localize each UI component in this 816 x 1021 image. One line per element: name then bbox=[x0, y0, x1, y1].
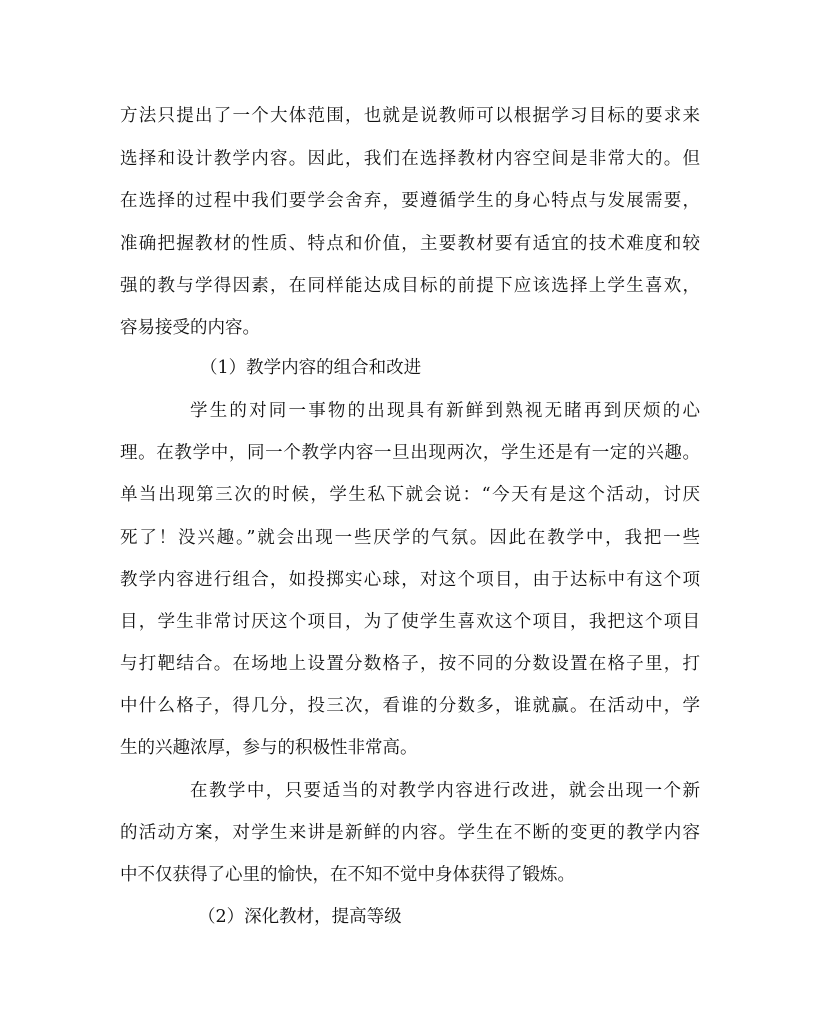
paragraph-3-line-3: 中不仅获得了心里的愉快，在不知不觉中身体获得了锻炼。 bbox=[120, 865, 575, 885]
paragraph-3-line-1: 在教学中，只要适当的对教学内容进行改进，就会出现一个新 bbox=[190, 781, 700, 801]
paragraph-3-line-2: 的活动方案，对学生来讲是新鲜的内容。学生在不断的变更的教学内容 bbox=[120, 823, 700, 843]
section-heading-1: （1）教学内容的组合和改进 bbox=[200, 358, 422, 378]
paragraph-1-line-2: 选择和设计教学内容。因此，我们在选择教材内容空间是非常大的。但 bbox=[120, 149, 700, 169]
paragraph-1-line-3: 在选择的过程中我们要学会舍弃，要遵循学生的身心特点与发展需要， bbox=[120, 191, 700, 211]
section-heading-2: （2）深化教材，提高等级 bbox=[198, 907, 402, 927]
paragraph-2-line-5: 教学内容进行组合，如投掷实心球，对这个项目，由于达标中有这个项 bbox=[120, 570, 700, 590]
paragraph-2-line-4: 死了！没兴趣。”就会出现一些厌学的气氛。因此在教学中，我把一些 bbox=[120, 528, 700, 548]
paragraph-2-line-3: 单当出现第三次的时候，学生私下就会说：“今天有是这个活动，讨厌 bbox=[120, 485, 700, 505]
paragraph-2-line-8: 中什么格子，得几分，投三次，看谁的分数多，谁就赢。在活动中，学 bbox=[120, 696, 700, 716]
paragraph-2-line-9: 生的兴趣浓厚，参与的积极性非常高。 bbox=[120, 738, 418, 758]
paragraph-2-line-6: 目，学生非常讨厌这个项目，为了使学生喜欢这个项目，我把这个项目 bbox=[120, 612, 700, 632]
paragraph-2-line-7: 与打靶结合。在场地上设置分数格子，按不同的分数设置在格子里，打 bbox=[120, 654, 700, 674]
paragraph-1-line-1: 方法只提出了一个大体范围，也就是说教师可以根据学习目标的要求来 bbox=[120, 106, 700, 126]
paragraph-2-line-1: 学生的对同一事物的出现具有新鲜到熟视无睹再到厌烦的心 bbox=[190, 401, 700, 421]
paragraph-2-line-2: 理。在教学中，同一个教学内容一旦出现两次，学生还是有一定的兴趣。 bbox=[120, 443, 700, 463]
paragraph-1-line-4: 准确把握教材的性质、特点和价值，主要教材要有适宜的技术难度和较 bbox=[120, 234, 700, 254]
paragraph-1-line-5: 强的教与学得因素，在同样能达成目标的前提下应该选择上学生喜欢， bbox=[120, 276, 700, 296]
paragraph-1-line-6: 容易接受的内容。 bbox=[120, 318, 260, 338]
